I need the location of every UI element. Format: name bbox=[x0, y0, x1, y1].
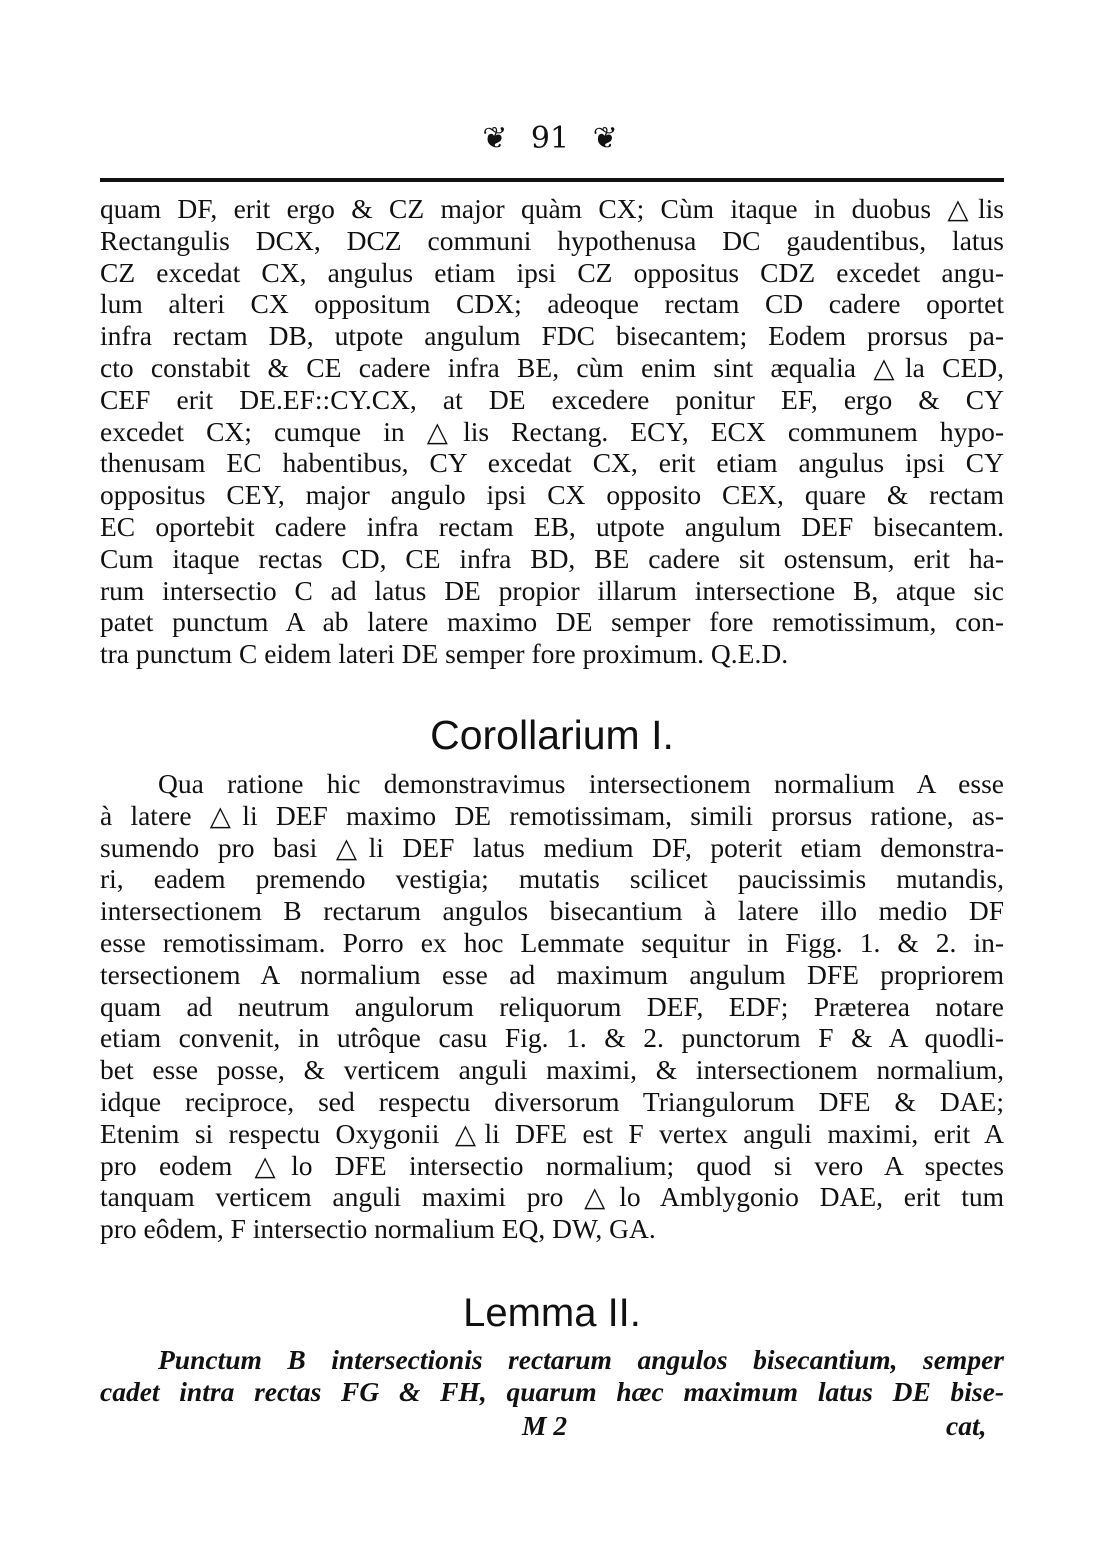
text-line: Cum itaque rectas CD, CE infra BD, BE cadere sit ostensum, erit ha- bbox=[100, 542, 1004, 574]
text-line: Punctum B intersectionis rectarum angulos bisecantium, semper bbox=[158, 1344, 1004, 1375]
text-line: sumendo pro basi △li DEF latus medium DF, poterit etiam demonstra- bbox=[100, 831, 1004, 863]
text-line: à latere △li DEF maximo DE remotissimam, simili prorsus ratione, as- bbox=[100, 799, 1004, 831]
text-line: rum intersectio C ad latus DE propior illarum intersectione B, atque sic bbox=[100, 574, 1004, 606]
text-line: esse remotissimam. Porro ex hoc Lemmate sequitur in Figg. 1. & 2. in- bbox=[100, 926, 1004, 958]
page-number: 91 bbox=[530, 121, 570, 156]
page-header bbox=[0, 118, 1100, 159]
catchword: cat, bbox=[946, 1410, 987, 1441]
text-line: excedet CX; cumque in △lis Rectang. ECY, ECX communem hypo- bbox=[100, 415, 1004, 447]
header-rule bbox=[100, 178, 1004, 182]
text-line: pro eodem △lo DFE intersectio normalium; quod si vero A spectes bbox=[100, 1149, 1004, 1181]
lemma-statement bbox=[100, 1344, 1004, 1408]
signature-mark: M 2 bbox=[522, 1410, 568, 1441]
text-line: oppositus CEY, major angulo ipsi CX opposito CEX, quare & rectam bbox=[100, 479, 1004, 511]
lemma-heading: Lemma II. bbox=[463, 1291, 641, 1335]
text-line: quam ad neutrum angulorum reliquorum DEF, EDF; Præterea notare bbox=[100, 990, 1004, 1022]
ornament-left-icon: ❦ bbox=[482, 121, 508, 156]
text-line: bet esse posse, & verticem anguli maximi, & intersectionem normalium, bbox=[100, 1054, 1004, 1086]
text-line: Etenim si respectu Oxygonii △li DFE est F vertex anguli maximi, erit A bbox=[100, 1117, 1004, 1149]
ornament-right-icon: ❦ bbox=[592, 121, 618, 156]
corollarium-heading: Corollarium I. bbox=[430, 712, 674, 758]
text-line: idque reciproce, sed respectu diversorum Triangulorum DFE & DAE; bbox=[100, 1085, 1004, 1117]
text-line: cadet intra rectas FG & FH, quarum hæc maximum latus DE bise- bbox=[100, 1375, 1004, 1407]
text-line: CEF erit DE.EF::CY.CX, at DE excedere ponitur EF, ergo & CY bbox=[100, 383, 1004, 415]
text-line: intersectionem B rectarum angulos bisecantium à latere illo medio DF bbox=[100, 895, 1004, 927]
text-line: Qua ratione hic demonstravimus intersectionem normalium A esse bbox=[158, 768, 1004, 799]
text-line: lum alteri CX oppositum CDX; adeoque rectam CD cadere oportet bbox=[100, 288, 1004, 320]
text-line: thenusam EC habentibus, CY excedat CX, erit etiam angulus ipsi CY bbox=[100, 447, 1004, 479]
text-line: tra punctum C eidem lateri DE semper fore proximum. Q.E.D. bbox=[100, 638, 789, 670]
text-line: EC oportebit cadere infra rectam EB, utpote angulum DEF bisecantem. bbox=[100, 510, 1004, 542]
text-line: infra rectam DB, utpote angulum FDC bisecantem; Eodem prorsus pa- bbox=[100, 320, 1004, 352]
text-line: pro eôdem, F intersectio normalium EQ, DW, GA. bbox=[100, 1213, 656, 1245]
text-line: ri, eadem premendo vestigia; mutatis scilicet paucissimis mutandis, bbox=[100, 863, 1004, 895]
paragraph-1 bbox=[100, 193, 1004, 670]
text-line: patet punctum A ab latere maximo DE semper fore remotissimum, con- bbox=[100, 606, 1004, 638]
text-line: tersectionem A normalium esse ad maximum angulum DFE propriorem bbox=[100, 958, 1004, 990]
text-line: cto constabit & CE cadere infra BE, cùm enim sint æqualia △la CED, bbox=[100, 351, 1004, 383]
text-line: etiam convenit, in utrôque casu Fig. 1. & 2. punctorum F & A quodli- bbox=[100, 1022, 1004, 1054]
corollarium-body bbox=[100, 768, 1004, 1245]
text-line: quam DF, erit ergo & CZ major quàm CX; Cùm itaque in duobus △lis bbox=[100, 193, 1004, 224]
text-line: CZ excedat CX, angulus etiam ipsi CZ oppositus CDZ excedet angu- bbox=[100, 256, 1004, 288]
text-line: Rectangulis DCX, DCZ communi hypothenusa DC gaudentibus, latus bbox=[100, 224, 1004, 256]
text-line: tanquam verticem anguli maximi pro △lo Amblygonio DAE, erit tum bbox=[100, 1181, 1004, 1213]
